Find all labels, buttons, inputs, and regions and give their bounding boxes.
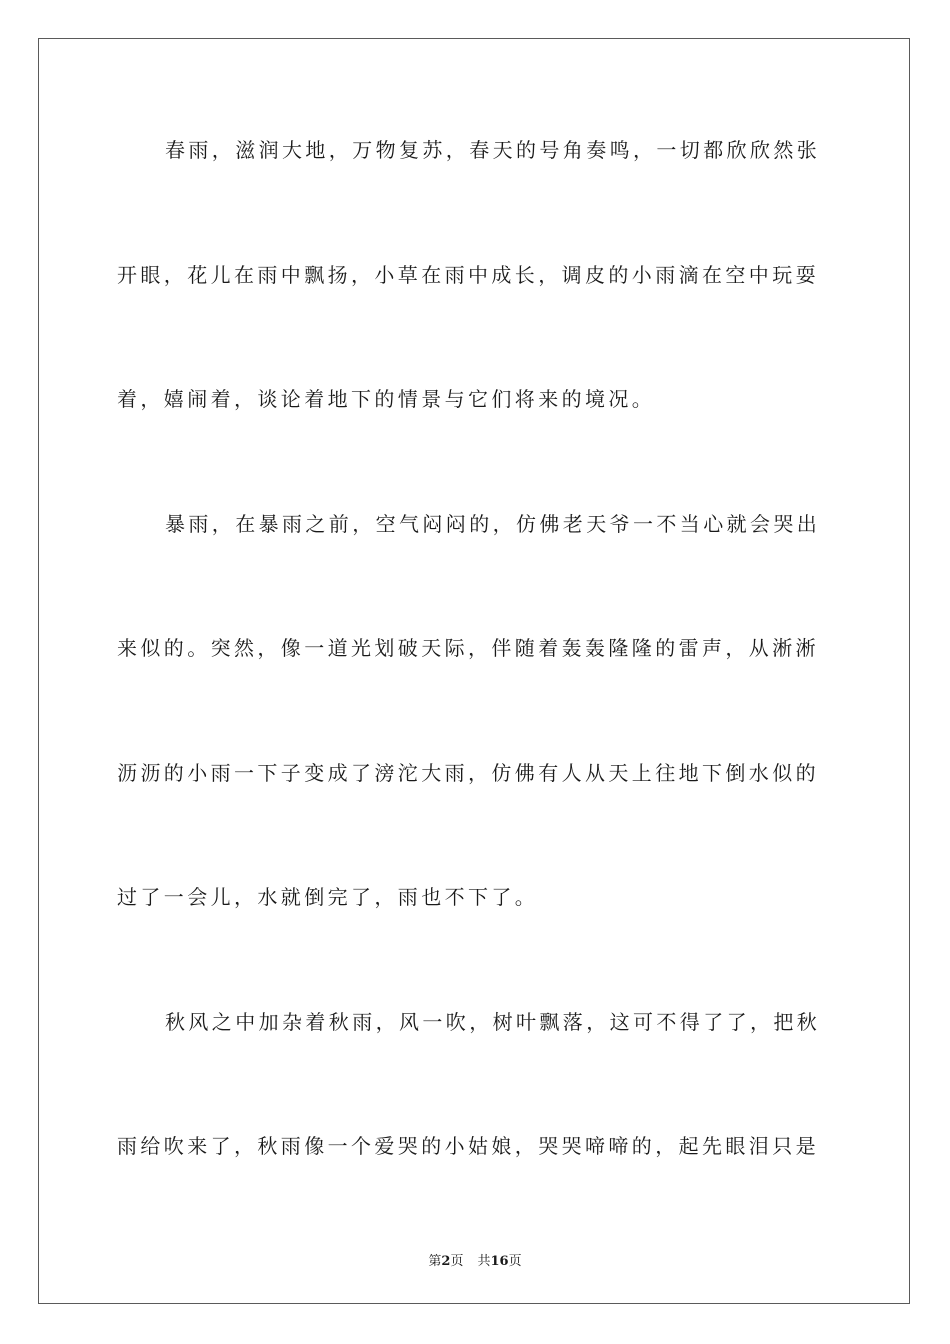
paragraph-1-line-2: 开眼，花儿在雨中飘扬，小草在雨中成长，调皮的小雨滴在空中玩耍 (117, 263, 819, 287)
total-label-suffix: 页 (508, 1254, 522, 1269)
page-footer (0, 1250, 950, 1269)
current-page-number: 2 (441, 1254, 451, 1269)
page-label-prefix: 第 (428, 1254, 442, 1269)
total-label-prefix: 共 (477, 1254, 491, 1269)
paragraph-2-line-3: 沥沥的小雨一下子变成了滂沱大雨，仿佛有人从天上往地下倒水似的 (117, 761, 819, 785)
paragraph-2-line-2: 来似的。突然，像一道光划破天际，伴随着轰轰隆隆的雷声，从淅淅 (117, 636, 819, 660)
paragraph-3-line-1: 秋风之中加杂着秋雨，风一吹，树叶飘落，这可不得了了，把秋 (165, 1010, 821, 1034)
paragraph-1-line-1: 春雨，滋润大地，万物复苏，春天的号角奏鸣，一切都欣欣然张 (165, 138, 821, 162)
page-border (38, 38, 910, 1304)
paragraph-1-line-3: 着，嬉闹着，谈论着地下的情景与它们将来的境况。 (117, 387, 656, 411)
paragraph-2-line-4: 过了一会儿，水就倒完了，雨也不下了。 (117, 885, 539, 909)
page-label-suffix: 页 (450, 1254, 464, 1269)
paragraph-3-line-2: 雨给吹来了，秋雨像一个爱哭的小姑娘，哭哭啼啼的，起先眼泪只是 (117, 1134, 819, 1158)
paragraph-2-line-1: 暴雨，在暴雨之前，空气闷闷的，仿佛老天爷一不当心就会哭出 (165, 512, 821, 536)
total-page-number: 16 (490, 1254, 509, 1269)
